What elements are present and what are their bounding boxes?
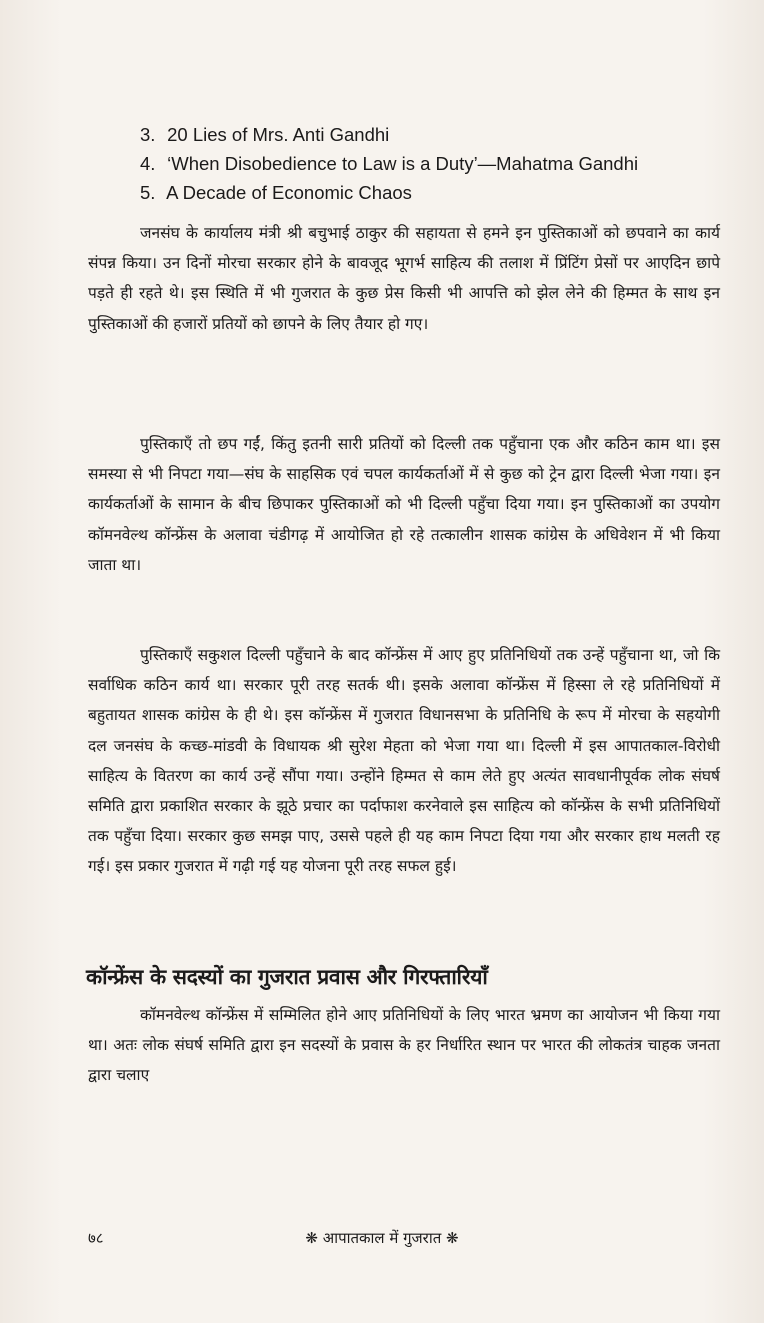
list-number: 3.	[140, 124, 156, 145]
page-number: ७८	[88, 1229, 104, 1247]
list-item	[140, 149, 740, 178]
list-text: A Decade of Economic Chaos	[166, 182, 412, 203]
list-item	[140, 178, 740, 207]
section-heading: कॉन्फ्रेंस के सदस्यों का गुजरात प्रवास और गिरफ्तारियाँ	[86, 965, 488, 989]
publication-list	[140, 120, 740, 207]
list-text: ‘When Disobedience to Law is a Duty’—Mahatma Gandhi	[167, 153, 639, 174]
list-item	[140, 120, 740, 149]
paragraph-printing: जनसंघ के कार्यालय मंत्री श्री बचुभाई ठाकुर की सहायता से हमने इन पुस्तिकाओं को छपवाने का कार्य संपन्न किया। उन दिनों मोरचा सरकार होने के बावजूद भूगर्भ साहित्य की तलाश में प्रिंटिंग प्रेसों पर आएदिन छापे पड़ते ही रहते थे। इस स्थिति में भी गुजरात के कुछ प्रेस किसी भी आपत्ति को झेल लेने की हिम्मत के साथ इन पुस्तिकाओं की हजारों प्रतियों को छापने के लिए तैयार हो गए।	[88, 224, 720, 333]
list-text: 20 Lies of Mrs. Anti Gandhi	[167, 124, 390, 145]
paragraph-tour: कॉमनवेल्थ कॉन्फ्रेंस में सम्मिलित होने आए प्रतिनिधियों के लिए भारत भ्रमण का आयोजन भी किया गया था। अतः लोक संघर्ष समिति द्वारा इन सदस्यों के प्रवास के हर निर्धारित स्थान पर भारत की लोकतंत्र चाहक जनता द्वारा चलाए	[88, 1006, 720, 1085]
list-number: 5.	[140, 182, 156, 203]
paragraph-distribution: पुस्तिकाएँ सकुशल दिल्ली पहुँचाने के बाद कॉन्फ्रेंस में आए हुए प्रतिनिधियों तक उन्हें पहुँचाना था, जो कि सर्वाधिक कठिन कार्य था। सरकार पूरी तरह सतर्क थी। इसके अलावा कॉन्फ्रेंस में हिस्सा ले रहे प्रतिनिधियों में बहुतायत शासक कांग्रेस के ही थे। इस कॉन्फ्रेंस में गुजरात विधानसभा के प्रतिनिधि के रूप में मोरचा के सहयोगी दल जनसंघ के कच्छ-मांडवी के विधायक श्री सुरेश मेहता को भेजा गया था। दिल्ली में इस आपातकाल-विरोधी साहित्य के वितरण का कार्य उन्हें सौंपा गया। उन्होंने हिम्मत से काम लेते हुए अत्यंत सावधानीपूर्वक लोक संघर्ष समिति द्वारा प्रकाशित सरकार के झूठे प्रचार का पर्दाफाश करनेवाले इस साहित्य को कॉन्फ्रेंस के सभी प्रतिनिधियों तक पहुँचा दिया। सरकार कुछ समझ पाए, उससे पहले ही यह काम निपटा दिया गया और सरकार हाथ मलती रह गई। इस प्रकार गुजरात में गढ़ी गई यह योजना पूरी तरह सफल हुई।	[88, 646, 720, 876]
list-number: 4.	[140, 153, 156, 174]
paragraph-transport: पुस्तिकाएँ तो छप गईं, किंतु इतनी सारी प्रतियों को दिल्ली तक पहुँचाना एक और कठिन काम था। इस समस्या से भी निपटा गया—संघ के साहसिक एवं चपल कार्यकर्ताओं में से कुछ को ट्रेन द्वारा दिल्ली भेजा गया। इन कार्यकर्ताओं के सामान के बीच छिपाकर पुस्तिकाओं को भी दिल्ली पहुँचा दिया गया। इन पुस्तिकाओं का उपयोग कॉमनवेल्थ कॉन्फ्रेंस के अलावा चंडीगढ़ में आयोजित हो रहे तत्कालीन शासक कांग्रेस के अधिवेशन में भी किया जाता था।	[88, 435, 720, 574]
running-footer-title: ❋ आपातकाल में गुजरात ❋	[305, 1229, 459, 1247]
